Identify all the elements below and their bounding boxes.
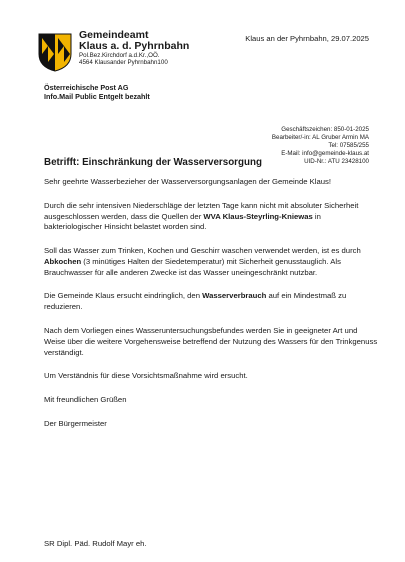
paragraph-1: Durch die sehr intensiven Niederschläge der letzten Tage kann nicht mit absoluter Sicherheit ausgeschlossen werden, dass die Quellen der WVA Klaus-Steyrling-Kniewas in bakteriologischer Hinsicht belastet worden sind. <box>44 200 359 232</box>
paragraph-4: Nach dem Vorliegen eines Wasseruntersuchungsbefundes werden Sie in geeigneter Art und Weise über die weitere Vorgehensweise betreffend der Nutzung des Wassers für den Trinkgenuss verständigt. <box>44 326 378 357</box>
place-date: Klaus an der Pyhrnbahn, 29.07.2025 <box>245 34 369 43</box>
paragraph-3: Die Gemeinde Klaus ersucht eindringlich, den Wasserverbrauch auf ein Mindestmaß zu reduzieren. <box>44 291 347 312</box>
clerk: Bearbeiter/-in: AL Gruber Armin MA <box>271 134 369 142</box>
coat-of-arms-logo <box>38 32 72 72</box>
paragraph-5: Um Verständnis für diese Vorsichtsmaßnahme wird ersucht. <box>44 371 248 381</box>
salutation: Sehr geehrte Wasserbezieher der Wasserversorgungsanlagen der Gemeinde Klaus! <box>44 177 332 186</box>
municipality-header <box>79 30 189 67</box>
paragraph-2: Soll das Wasser zum Trinken, Kochen und Geschirr waschen verwendet werden, ist es durch Abkochen (3 minütiges Halten der Siedetemperatur) mit Sicherheit genusstauglich. Als Brauchwasser für alle anderen Zwecke ist das Wasser uneingeschränkt nutzbar. <box>44 246 361 277</box>
org-district: Pol.Bez.Kirchdorf a.d.Kr.,OÖ. <box>79 52 160 60</box>
org-name-2: Klaus a. d. Pyhrnbahn <box>79 40 190 53</box>
file-reference: Geschäftszeichen: 850-01-2025 <box>281 126 369 133</box>
signatory-title: Der Bürgermeister <box>44 418 107 428</box>
postage-line-2: Info.Mail Public Entgelt bezahlt <box>44 92 150 101</box>
email: E-Mail: info@gemeinde-klaus.at <box>281 150 369 158</box>
phone: Tel: 07585/255 <box>328 142 369 150</box>
vat-number: UID-Nr.: ATU 23428100 <box>304 158 369 166</box>
org-address: 4564 Klausander Pyhrnbahn100 <box>79 59 168 67</box>
contact-block <box>272 126 369 166</box>
postage-notice <box>44 83 150 101</box>
closing: Mit freundlichen Grüßen <box>44 395 127 405</box>
postage-line-1: Österreichische Post AG <box>44 83 129 92</box>
signature: SR Dipl. Päd. Rudolf Mayr eh. <box>44 539 147 548</box>
org-name-1: Gemeindeamt <box>79 29 149 41</box>
letter-body <box>44 177 378 443</box>
letter-subject: Betrifft: Einschränkung der Wasserversorgung <box>44 157 262 168</box>
